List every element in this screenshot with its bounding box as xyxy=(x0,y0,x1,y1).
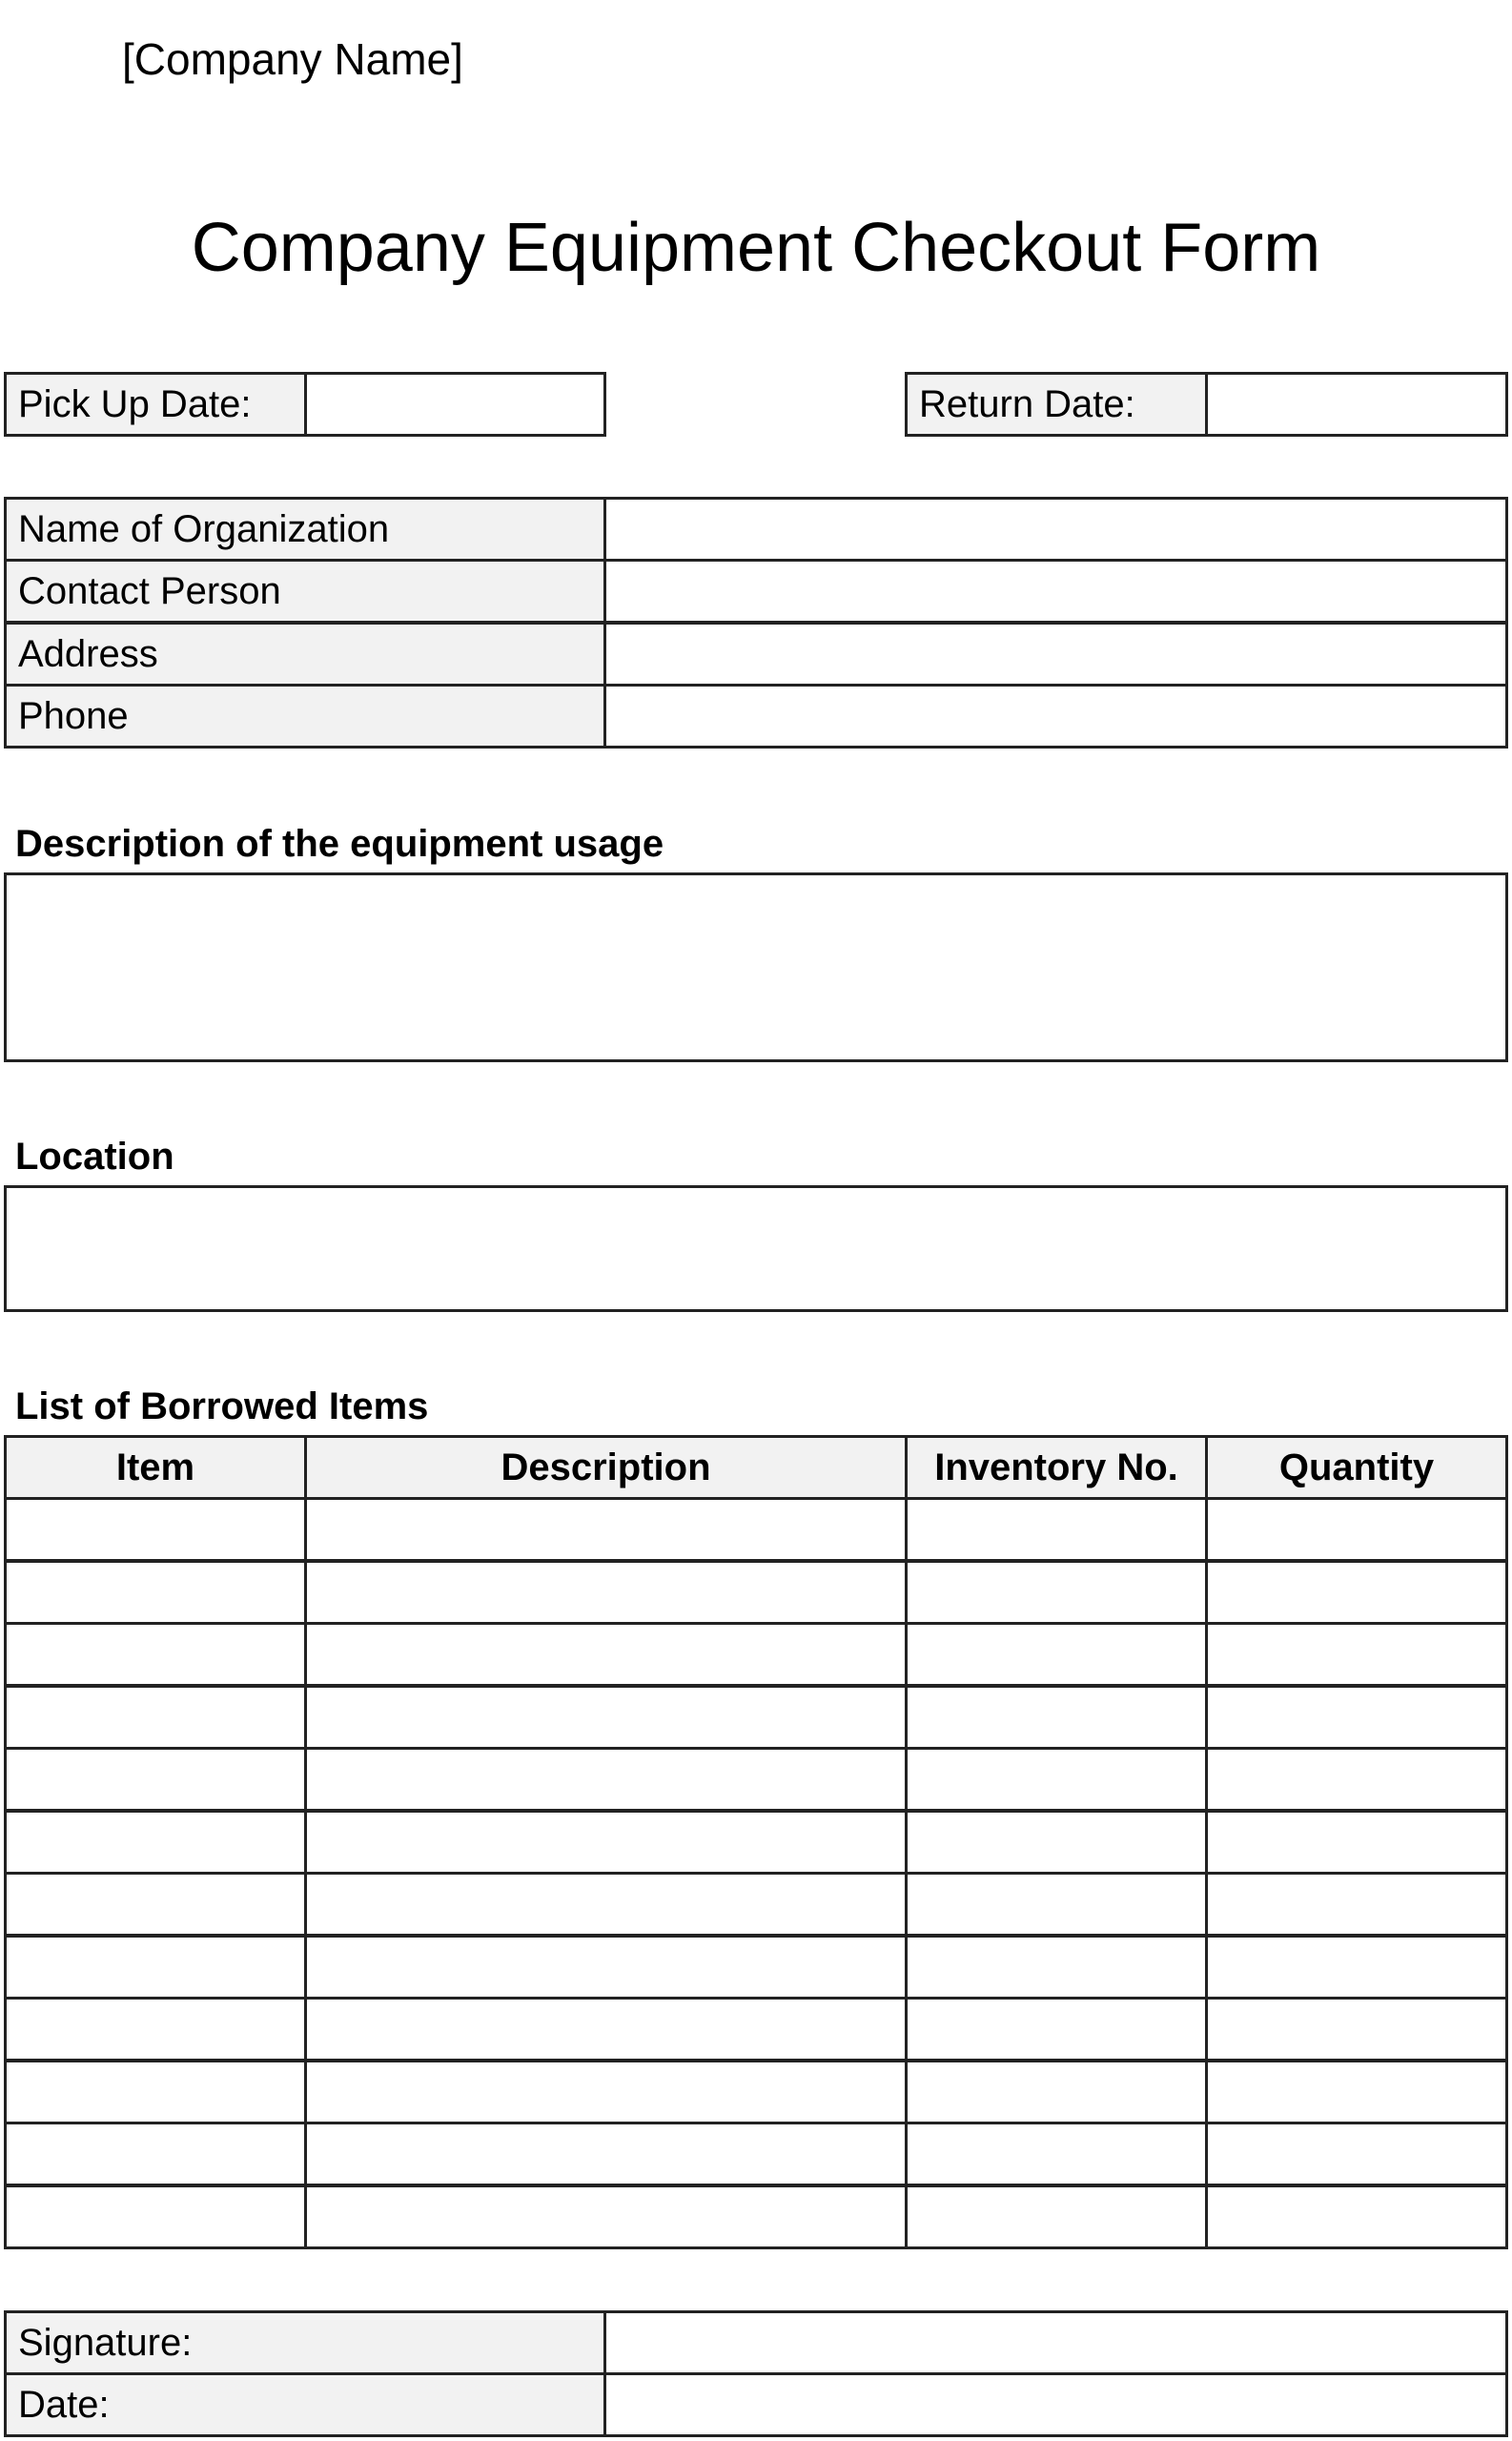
description-cell[interactable] xyxy=(304,1810,908,1875)
description-cell[interactable] xyxy=(304,2060,908,2124)
item-cell[interactable] xyxy=(4,1997,307,2062)
phone-field[interactable] xyxy=(603,684,1508,749)
location-section-label: Location xyxy=(15,1136,174,1178)
usage-description-field[interactable] xyxy=(4,872,1508,1062)
quantity-cell[interactable] xyxy=(1205,1810,1508,1875)
item-cell[interactable] xyxy=(4,1872,307,1937)
description-cell[interactable] xyxy=(304,1935,908,2000)
return-date-field[interactable] xyxy=(1205,372,1508,437)
organization-name-label: Name of Organization xyxy=(4,497,606,562)
quantity-cell[interactable] xyxy=(1205,1622,1508,1687)
description-cell[interactable] xyxy=(304,1747,908,1812)
contact-person-field[interactable] xyxy=(603,559,1508,624)
description-cell[interactable] xyxy=(304,1872,908,1937)
address-label: Address xyxy=(4,622,606,687)
phone-label: Phone xyxy=(4,684,606,749)
item-cell[interactable] xyxy=(4,1935,307,2000)
borrowed-items-section-label: List of Borrowed Items xyxy=(15,1385,429,1427)
inventory-no-cell[interactable] xyxy=(905,2060,1208,2124)
column-header-item: Item xyxy=(4,1435,307,1500)
organization-name-field[interactable] xyxy=(603,497,1508,562)
inventory-no-cell[interactable] xyxy=(905,1935,1208,2000)
column-header-description: Description xyxy=(304,1435,908,1500)
inventory-no-cell[interactable] xyxy=(905,2185,1208,2249)
quantity-cell[interactable] xyxy=(1205,1872,1508,1937)
quantity-cell[interactable] xyxy=(1205,1935,1508,2000)
signature-date-label: Date: xyxy=(4,2372,606,2437)
quantity-cell[interactable] xyxy=(1205,1560,1508,1625)
usage-section-label: Description of the equipment usage xyxy=(15,823,664,865)
column-header-quantity: Quantity xyxy=(1205,1435,1508,1500)
pick-up-date-label: Pick Up Date: xyxy=(4,372,307,437)
address-field[interactable] xyxy=(603,622,1508,687)
inventory-no-cell[interactable] xyxy=(905,1685,1208,1750)
contact-person-label: Contact Person xyxy=(4,559,606,624)
quantity-cell[interactable] xyxy=(1205,1997,1508,2062)
inventory-no-cell[interactable] xyxy=(905,1560,1208,1625)
inventory-no-cell[interactable] xyxy=(905,1872,1208,1937)
column-header-inventory-no: Inventory No. xyxy=(905,1435,1208,1500)
inventory-no-cell[interactable] xyxy=(905,1747,1208,1812)
item-cell[interactable] xyxy=(4,1622,307,1687)
item-cell[interactable] xyxy=(4,2122,307,2186)
item-cell[interactable] xyxy=(4,1560,307,1625)
description-cell[interactable] xyxy=(304,1622,908,1687)
description-cell[interactable] xyxy=(304,1685,908,1750)
description-cell[interactable] xyxy=(304,1497,908,1562)
inventory-no-cell[interactable] xyxy=(905,1997,1208,2062)
description-cell[interactable] xyxy=(304,1560,908,1625)
inventory-no-cell[interactable] xyxy=(905,2122,1208,2186)
page-title: Company Equipment Checkout Form xyxy=(191,210,1321,286)
item-cell[interactable] xyxy=(4,2185,307,2249)
inventory-no-cell[interactable] xyxy=(905,1622,1208,1687)
company-name: [Company Name] xyxy=(122,34,463,84)
quantity-cell[interactable] xyxy=(1205,2060,1508,2124)
location-field[interactable] xyxy=(4,1185,1508,1312)
inventory-no-cell[interactable] xyxy=(905,1810,1208,1875)
description-cell[interactable] xyxy=(304,2122,908,2186)
signature-label: Signature: xyxy=(4,2310,606,2375)
quantity-cell[interactable] xyxy=(1205,2185,1508,2249)
quantity-cell[interactable] xyxy=(1205,1497,1508,1562)
item-cell[interactable] xyxy=(4,1810,307,1875)
item-cell[interactable] xyxy=(4,1497,307,1562)
signature-date-field[interactable] xyxy=(603,2372,1508,2437)
pick-up-date-field[interactable] xyxy=(304,372,606,437)
item-cell[interactable] xyxy=(4,1685,307,1750)
inventory-no-cell[interactable] xyxy=(905,1497,1208,1562)
quantity-cell[interactable] xyxy=(1205,1685,1508,1750)
item-cell[interactable] xyxy=(4,2060,307,2124)
description-cell[interactable] xyxy=(304,1997,908,2062)
quantity-cell[interactable] xyxy=(1205,1747,1508,1812)
quantity-cell[interactable] xyxy=(1205,2122,1508,2186)
return-date-label: Return Date: xyxy=(905,372,1208,437)
item-cell[interactable] xyxy=(4,1747,307,1812)
description-cell[interactable] xyxy=(304,2185,908,2249)
signature-field[interactable] xyxy=(603,2310,1508,2375)
